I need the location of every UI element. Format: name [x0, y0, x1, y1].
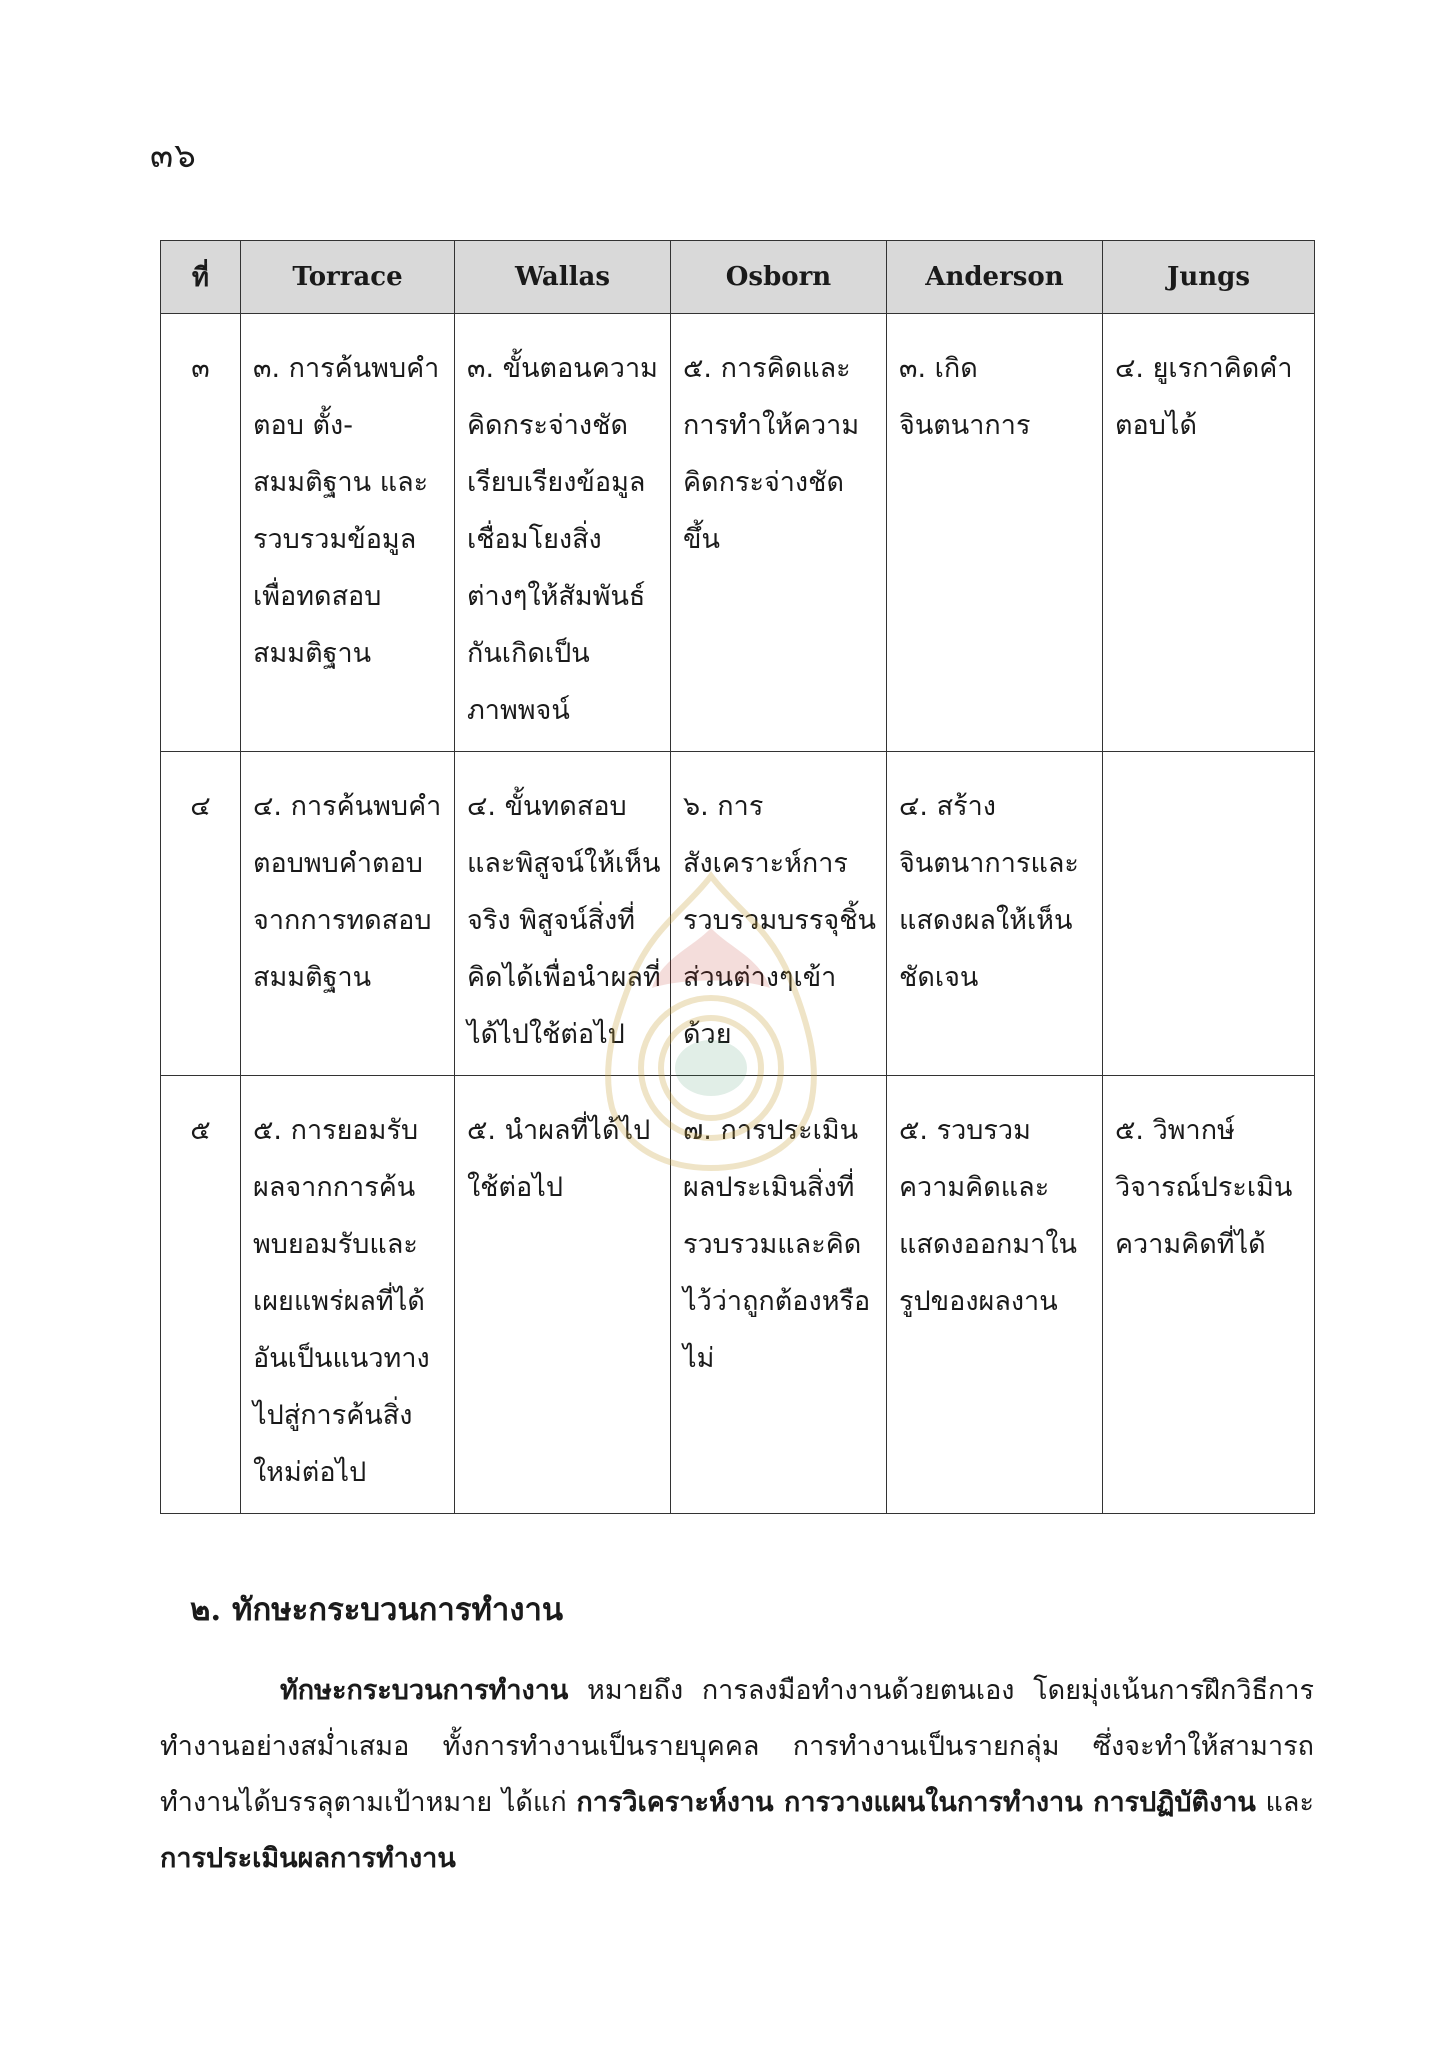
row-number: ๓ — [161, 314, 241, 752]
page-number: ๓๖ — [150, 136, 197, 176]
table-row — [161, 1076, 1315, 1514]
cell-torrace: ๔. การค้นพบคำตอบพบคำตอบจากการทดสอบสมมติฐาน — [241, 752, 455, 1076]
header-wallas: Wallas — [455, 241, 671, 314]
skills-list-last: การประเมินผลการทำงาน — [160, 1843, 456, 1874]
header-number: ที่ — [161, 241, 241, 314]
header-torrace: Torrace — [241, 241, 455, 314]
cell-jungs: ๕. วิพากษ์วิจารณ์ประเมินความคิดที่ได้ — [1103, 1076, 1315, 1514]
cell-osborn: ๗. การประเมินผลประเมินสิ่งที่รวบรวมและคิดไว้ว่าถูกต้องหรือไม่ — [671, 1076, 887, 1514]
table-row — [161, 314, 1315, 752]
cell-torrace: ๕. การยอมรับผลจากการค้นพบยอมรับและเผยแพร่ผลที่ได้อันเป็นแนวทางไปสู่การค้นสิ่งใหม่ต่อไป — [241, 1076, 455, 1514]
skills-list: การวิเคราะห์งาน การวางแผนในการทำงาน การปฏิบัติงาน — [576, 1787, 1256, 1818]
row-number: ๕ — [161, 1076, 241, 1514]
cell-anderson: ๕. รวบรวมความคิดและแสดงออกมาในรูปของผลงาน — [887, 1076, 1103, 1514]
cell-osborn: ๕. การคิดและการทำให้ความคิดกระจ่างชัดขึ้น — [671, 314, 887, 752]
cell-wallas: ๕. นำผลที่ได้ไปใช้ต่อไป — [455, 1076, 671, 1514]
cell-torrace: ๓. การค้นพบคำตอบ ตั้ง-สมมติฐาน และรวบรวมข้อมูลเพื่อทดสอบสมมติฐาน — [241, 314, 455, 752]
table-header-row — [161, 241, 1315, 314]
section-heading: ๒. ทักษะกระบวนการทำงาน — [190, 1592, 564, 1628]
cell-anderson: ๓. เกิดจินตนาการ — [887, 314, 1103, 752]
cell-wallas: ๓. ขั้นตอนความคิดกระจ่างชัดเรียบเรียงข้อมูลเชื่อมโยงสิ่งต่างๆให้สัมพันธ์กันเกิดเป็นภาพพจน์ — [455, 314, 671, 752]
header-jungs: Jungs — [1103, 241, 1315, 314]
cell-wallas: ๔. ขั้นทดสอบและพิสูจน์ให้เห็นจริง พิสูจน์สิ่งที่คิดได้เพื่อนำผลที่ได้ไปใช้ต่อไป — [455, 752, 671, 1076]
defined-term: ทักษะกระบวนการทำงาน — [280, 1675, 569, 1706]
cell-anderson: ๔. สร้างจินตนาการและแสดงผลให้เห็นชัดเจน — [887, 752, 1103, 1076]
row-number: ๔ — [161, 752, 241, 1076]
table-row — [161, 752, 1315, 1076]
conjunction-text: และ — [1255, 1787, 1314, 1818]
cell-jungs: ๔. ยูเรกาคิดคำตอบได้ — [1103, 314, 1315, 752]
creative-process-table — [160, 240, 1315, 1514]
cell-osborn: ๖. การสังเคราะห์การรวบรวมบรรจุชิ้นส่วนต่างๆเข้าด้วย — [671, 752, 887, 1076]
header-anderson: Anderson — [887, 241, 1103, 314]
section-body — [160, 1663, 1314, 1887]
body-text: หมายถึง การลงมือทำงานด้วยตนเอง โดยมุ่งเน้นการฝึกวิธีการทำงานอย่างสม่ำเสมอ ทั้งการทำงานเป็นรายบุคคล การทำงานเป็นรายกลุ่ม ซึ่งจะทำให้สามารถทำงานได้บรรลุตามเป้าหมาย ได้แก่ — [160, 1675, 1314, 1818]
header-osborn: Osborn — [671, 241, 887, 314]
cell-jungs — [1103, 752, 1315, 1076]
